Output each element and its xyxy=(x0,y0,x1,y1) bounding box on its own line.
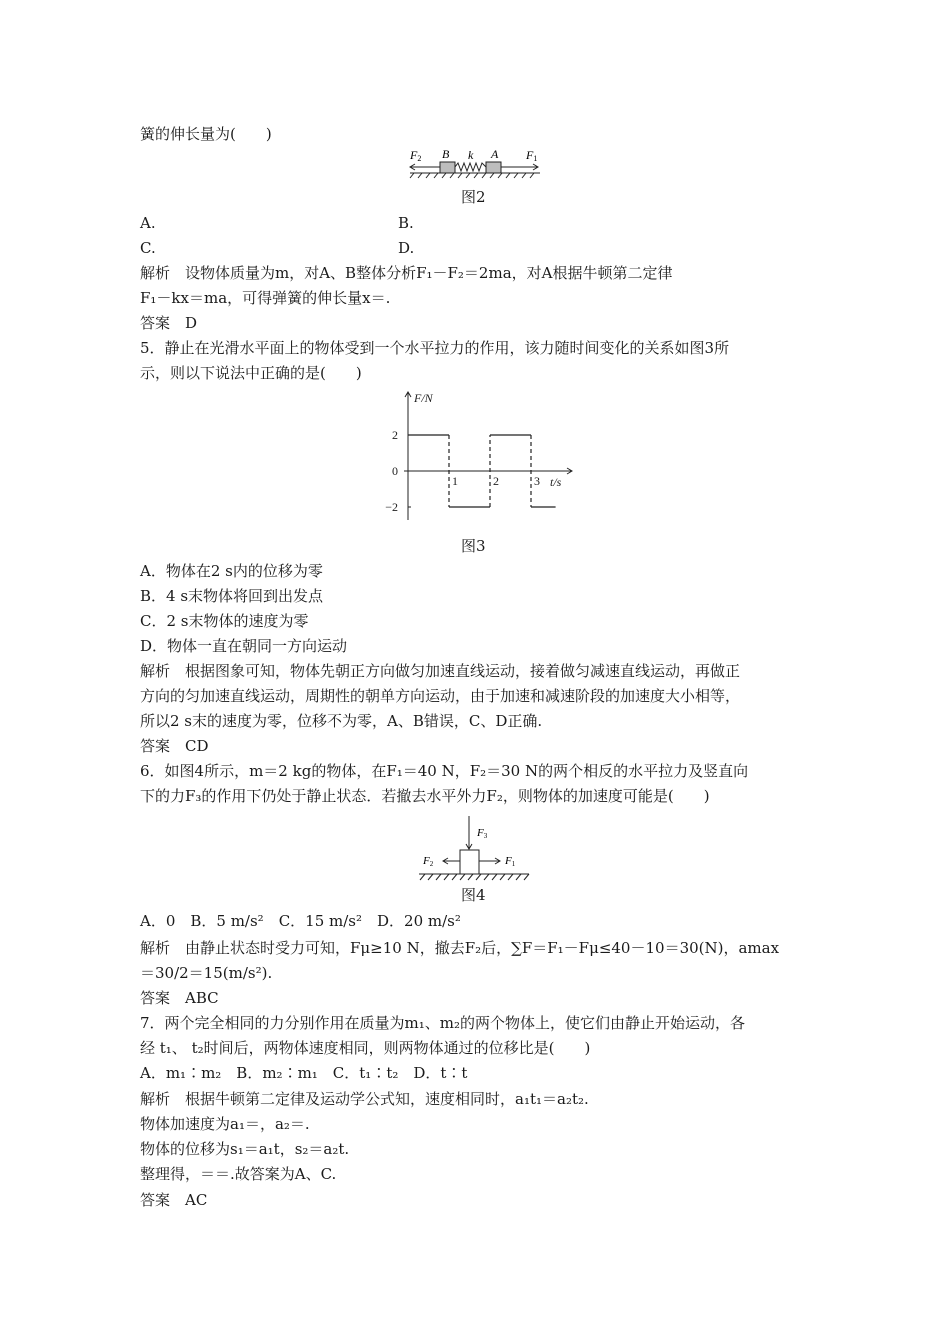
q5-stem-1: 5．静止在光滑水平面上的物体受到一个水平拉力的作用，该力随时间变化的关系如图3所 xyxy=(140,339,730,357)
x-tick-label: 3 xyxy=(534,474,540,488)
fig4-label-f3: F3 xyxy=(477,827,488,840)
fig2-label-b: B xyxy=(442,147,450,161)
q7-analysis-1: 解析 根据牛顿第二定律及运动学公式知，速度相同时，a₁t₁＝a₂t₂. xyxy=(140,1090,589,1108)
figure-3-force-time-chart xyxy=(360,388,580,528)
q4-answer: 答案 D xyxy=(140,314,198,332)
x-tick-label: 2 xyxy=(493,474,499,488)
q6-answer: 答案 ABC xyxy=(140,989,219,1007)
q4-analysis-1: 解析 设物体质量为m，对A、B整体分析F₁－F₂＝2ma，对A根据牛顿第二定律 xyxy=(140,264,673,282)
q7-stem-1: 7．两个完全相同的力分别作用在质量为m₁、m₂的两个物体上，使它们由静止开始运动，各 xyxy=(140,1014,746,1032)
q5-option-c: C．2 s末物体的速度为零 xyxy=(140,612,309,630)
q5-answer: 答案 CD xyxy=(140,737,209,755)
q5-analysis-3: 所以2 s末的速度为零，位移不为零，A、B错误，C、D正确. xyxy=(140,712,543,730)
q5-analysis-1: 解析 根据图象可知，物体先朝正方向做匀加速直线运动，接着做匀减速直线运动，再做正 xyxy=(140,662,741,680)
q5-option-b: B．4 s末物体将回到出发点 xyxy=(140,587,324,605)
q7-stem-2: 经 t₁、 t₂时间后，两物体速度相同，则两物体通过的位移比是( ) xyxy=(140,1039,591,1057)
fig2-label-k: k xyxy=(468,148,474,162)
figure-2-caption: 图2 xyxy=(461,188,486,206)
q7-analysis-2: 物体加速度为a₁＝，a₂＝. xyxy=(140,1115,310,1133)
q6-analysis-1: 解析 由静止状态时受力可知，Fμ≥10 N，撤去F₂后，∑F＝F₁－Fμ≤40－10＝30(N)，amax xyxy=(140,939,780,957)
q4-option-a: A. xyxy=(140,214,156,232)
fig4-label-f2: F2 xyxy=(423,855,434,868)
fig2-label-f1: F1 xyxy=(526,148,538,163)
y-tick-label: 0 xyxy=(392,464,398,478)
q6-stem-1: 6．如图4所示，m＝2 kg的物体，在F₁＝40 N，F₂＝30 N的两个相反的水平拉力及竖直向 xyxy=(140,762,749,780)
q4-stem: 簧的伸长量为( ) xyxy=(140,125,272,143)
q7-answer: 答案 AC xyxy=(140,1191,208,1209)
figure-2-spring-blocks xyxy=(400,146,550,182)
q5-analysis-2: 方向的匀加速直线运动，周期性的朝单方向运动，由于加速和减速阶段的加速度大小相等， xyxy=(140,687,741,705)
q4-analysis-2: F₁－kx＝ma，可得弹簧的伸长量x＝. xyxy=(140,289,391,307)
fig2-label-a: A xyxy=(491,147,499,161)
x-tick-label: 1 xyxy=(452,474,458,488)
q6-analysis-2: ＝30/2＝15(m/s²). xyxy=(140,964,273,982)
x-axis-label: t/s xyxy=(550,475,562,489)
q4-option-c: C. xyxy=(140,239,156,257)
q5-option-a: A．物体在2 s内的位移为零 xyxy=(140,562,323,580)
fig4-label-f1: F1 xyxy=(505,855,516,868)
q7-analysis-4: 整理得，＝＝.故答案为A、C. xyxy=(140,1165,337,1183)
y-tick-label: −2 xyxy=(385,500,398,514)
q6-stem-2: 下的力F₃的作用下仍处于静止状态．若撤去水平外力F₂，则物体的加速度可能是( ) xyxy=(140,787,710,805)
fig2-label-f2: F2 xyxy=(410,148,422,163)
figure-4-block-forces xyxy=(415,812,535,882)
q7-analysis-3: 物体的位移为s₁＝a₁t，s₂＝a₂t. xyxy=(140,1140,350,1158)
q5-stem-2: 示，则以下说法中正确的是( ) xyxy=(140,364,362,382)
q4-option-d: D. xyxy=(398,239,415,257)
q6-options: A．0 B．5 m/s² C．15 m/s² D．20 m/s² xyxy=(140,912,461,930)
y-tick-label: 2 xyxy=(392,428,398,442)
figure-4-caption: 图4 xyxy=(461,886,486,904)
figure-3-caption: 图3 xyxy=(461,537,486,555)
q4-option-b: B. xyxy=(398,214,414,232)
q5-option-d: D．物体一直在朝同一方向运动 xyxy=(140,637,348,655)
y-axis-label: F/N xyxy=(414,391,433,405)
q7-options: A．m₁∶m₂ B．m₂∶m₁ C．t₁∶t₂ D．t∶t xyxy=(140,1064,468,1082)
